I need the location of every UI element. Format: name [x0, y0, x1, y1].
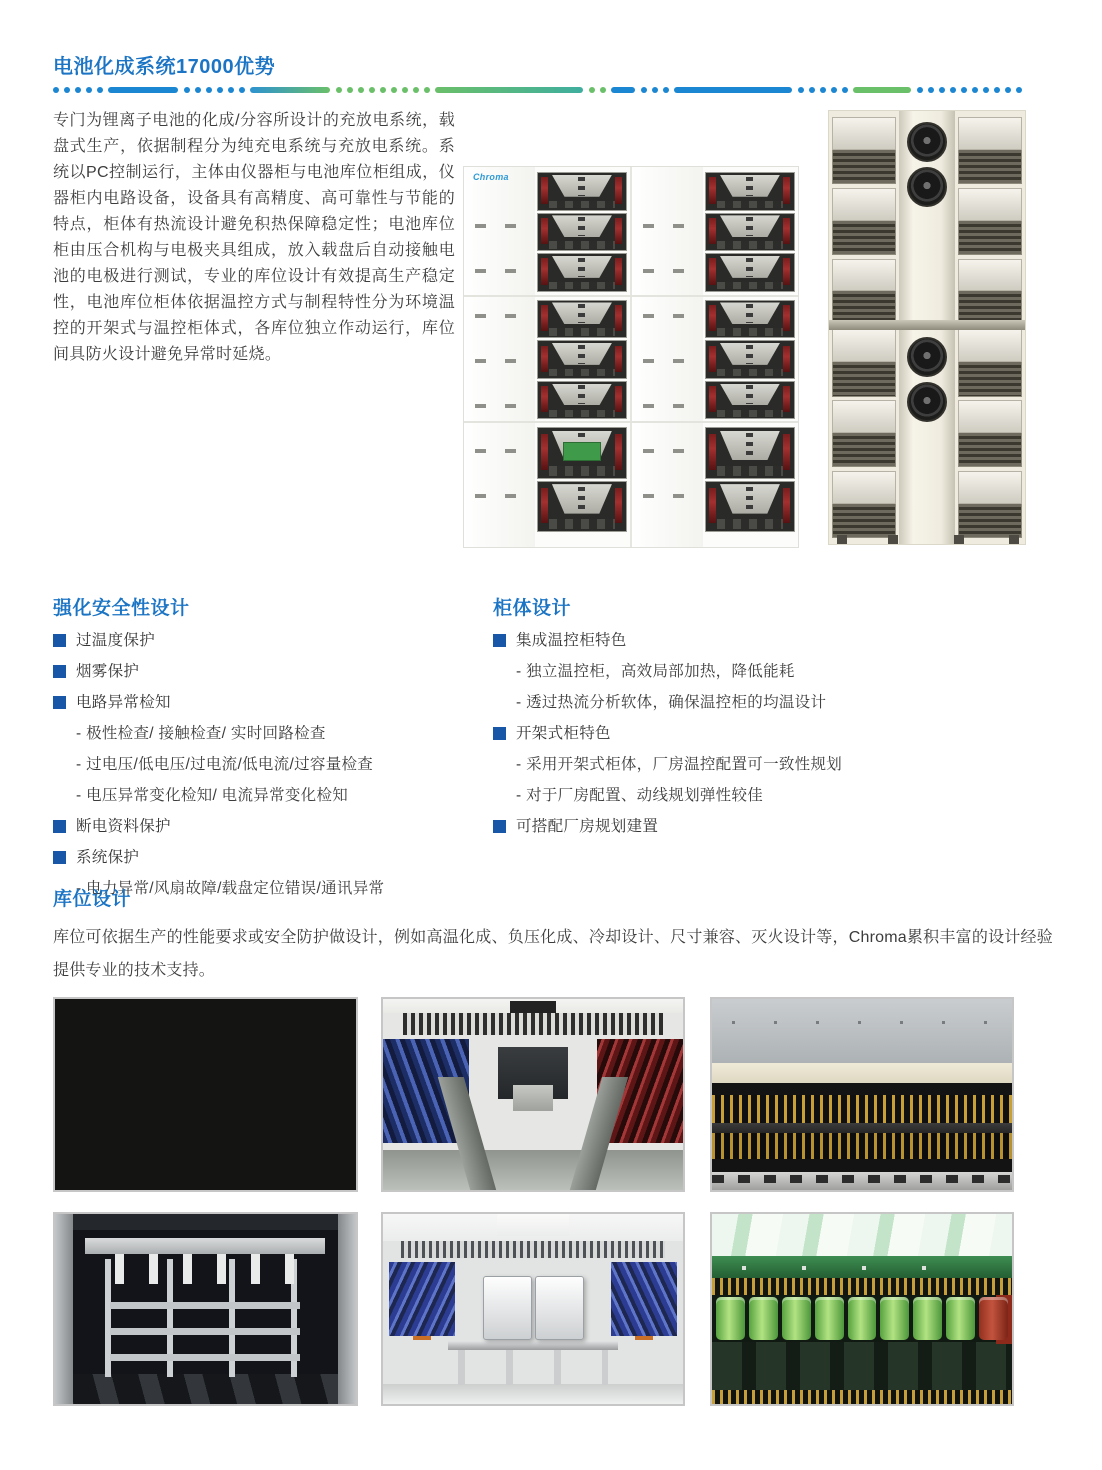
bay-machinery: [717, 369, 782, 376]
feature-subitem: - 过电压/低电压/过电流/低电流/过容量检查: [76, 756, 374, 773]
rack-shelf: [958, 259, 1022, 326]
shelf-tray: [958, 259, 1022, 292]
bullet-square-icon: [53, 696, 66, 709]
shelf-slats: [832, 504, 896, 538]
vent-slots: [475, 194, 486, 528]
cabinet-seam: [464, 295, 798, 297]
shelf-slats: [958, 504, 1022, 538]
divider-dot: [217, 87, 223, 93]
divider-dot: [358, 87, 364, 93]
rack-foot: [837, 535, 847, 544]
divider-dot: [184, 87, 190, 93]
fan-icon: [907, 122, 947, 162]
divider-dot: [809, 87, 815, 93]
photo-cabinet-interior-cables: [381, 997, 685, 1192]
battery-cell: [946, 1297, 975, 1340]
shelf-tray: [832, 259, 896, 292]
divider-dot: [928, 87, 934, 93]
shelf-slats: [958, 433, 1022, 467]
shelf-slats: [958, 362, 1022, 396]
divider-dot: [600, 87, 606, 93]
bullet-square-icon: [53, 665, 66, 678]
bay-slots: [578, 385, 585, 404]
divider-dot: [53, 87, 59, 93]
bay-machinery: [549, 519, 614, 529]
battery-row: [716, 1297, 1008, 1340]
shelf-slats: [832, 221, 896, 255]
bullet-square-icon: [53, 820, 66, 833]
feature-item: [53, 816, 483, 837]
shelf-slats: [832, 433, 896, 467]
divider-dot: [820, 87, 826, 93]
section-heading: 库位设计: [53, 889, 132, 910]
divider-dot: [228, 87, 234, 93]
rack-mid-divider: [829, 320, 1025, 330]
feature-item: [53, 661, 483, 682]
bay-machinery: [549, 369, 614, 376]
divider-dot: [961, 87, 967, 93]
bay-slots: [578, 217, 585, 236]
divider-dash: [435, 87, 583, 93]
section-cabinet-design: [493, 593, 1033, 847]
section-heading: 柜体设计: [493, 598, 572, 619]
bullet-square-icon: [53, 851, 66, 864]
rack-shelf: [958, 117, 1022, 184]
divider-dot: [972, 87, 978, 93]
equipment-bay: [537, 340, 627, 379]
photo-pouch-cell-fixture: [381, 1212, 685, 1406]
divider-dot: [336, 87, 342, 93]
rack-shelf: [832, 329, 896, 396]
vent-slots: [643, 194, 654, 528]
photo-rack-frame-interior: [53, 1212, 358, 1406]
cabinet-bay-stack: [703, 167, 798, 547]
divider-dot: [86, 87, 92, 93]
fan-icon: [907, 337, 947, 377]
feature-subitem: - 极性检查/ 接触检查/ 实时回路检查: [76, 725, 326, 742]
bay-slots: [746, 258, 753, 277]
shelf-tray: [832, 400, 896, 433]
bay-slots: [578, 345, 585, 364]
bullet-square-icon: [493, 634, 506, 647]
shelf-slats: [832, 362, 896, 396]
fan-icon: [907, 167, 947, 207]
cabinet-module: [464, 167, 632, 547]
metal-rail: [568, 1077, 628, 1192]
divider-dot: [652, 87, 658, 93]
divider-dot: [663, 87, 669, 93]
bay-machinery: [549, 410, 614, 417]
cabinet-bay-stack: [535, 167, 630, 547]
rack-shelf: [958, 329, 1022, 396]
shelf-tray: [958, 117, 1022, 150]
feature-label: 可搭配厂房规划建置: [516, 818, 659, 835]
feature-subitem: - 透过热流分析软体，确保温控柜的均温设计: [516, 694, 827, 711]
shelf-tray: [832, 471, 896, 504]
bay-machinery: [549, 466, 614, 476]
rack-foot: [1009, 535, 1019, 544]
bullet-square-icon: [493, 727, 506, 740]
feature-item: [53, 692, 483, 713]
vent-slots: [505, 194, 516, 528]
battery-cell: [749, 1297, 778, 1340]
divider-dot: [380, 87, 386, 93]
bay-slots: [746, 345, 753, 364]
feature-item: [493, 630, 1033, 651]
bay-machinery: [549, 241, 614, 248]
metal-rail: [438, 1077, 498, 1192]
divider-dot: [206, 87, 212, 93]
vent-slots: [673, 194, 684, 528]
shelf-tray: [832, 188, 896, 221]
equipment-bay: [537, 253, 627, 292]
bay-slots: [746, 217, 753, 236]
divider-dash: [674, 87, 792, 93]
equipment-bay: [537, 172, 627, 211]
feature-item: [53, 847, 483, 868]
fan-group-middle: [899, 332, 955, 427]
divider-dot: [391, 87, 397, 93]
chroma-logo: Chroma: [473, 172, 509, 182]
equipment-bay: [537, 300, 627, 339]
divider-dot: [994, 87, 1000, 93]
divider-dot: [75, 87, 81, 93]
feature-subitem: - 电力异常/风扇故障/载盘定位错误/通讯异常: [76, 880, 385, 897]
equipment-bay: [537, 427, 627, 478]
divider-dash: [250, 87, 330, 93]
battery-cell: [716, 1297, 745, 1340]
feature-label: 集成温控柜特色: [516, 632, 627, 649]
divider-dot: [939, 87, 945, 93]
equipment-bay: [705, 381, 795, 420]
bay-slots: [578, 304, 585, 323]
photo-contact-pin-rows: [710, 997, 1014, 1192]
divider-dot: [402, 87, 408, 93]
bay-slots: [746, 433, 753, 459]
divider-dot: [798, 87, 804, 93]
shelf-slats: [832, 150, 896, 184]
fan-icon: [907, 382, 947, 422]
battery-cell: [913, 1297, 942, 1340]
product-photo-cabinet-bank: [463, 166, 799, 548]
red-cell: [979, 1297, 1008, 1340]
shelf-tray: [832, 117, 896, 150]
divider-dot: [831, 87, 837, 93]
divider-dot: [983, 87, 989, 93]
battery-cell: [848, 1297, 877, 1340]
divider-dot: [842, 87, 848, 93]
divider-dot: [1016, 87, 1022, 93]
fan-group-top: [899, 117, 955, 212]
bay-machinery: [549, 282, 614, 289]
cabinet-seam: [464, 421, 798, 423]
divider-dot: [424, 87, 430, 93]
divider-dot: [950, 87, 956, 93]
bay-machinery: [717, 410, 782, 417]
bay-machinery: [549, 201, 614, 208]
bay-slots: [578, 177, 585, 196]
divider-dot: [413, 87, 419, 93]
bay-machinery: [717, 328, 782, 335]
divider-dot: [97, 87, 103, 93]
divider-dot: [589, 87, 595, 93]
bay-machinery: [717, 241, 782, 248]
pouch-cell: [483, 1276, 532, 1340]
shelf-tray: [958, 471, 1022, 504]
equipment-bay: [705, 253, 795, 292]
divider-dot: [195, 87, 201, 93]
bay-slots: [746, 304, 753, 323]
feature-label: 电路异常检知: [76, 694, 171, 711]
bullet-square-icon: [493, 820, 506, 833]
divider-dot: [917, 87, 923, 93]
bay-slots: [746, 487, 753, 513]
bay-slots: [746, 385, 753, 404]
rack-shelf: [832, 400, 896, 467]
storage-paragraph: 库位可依据生产的性能要求或安全防护做设计，例如高温化成、负压化成、冷却设计、尺寸兼容、灭火设计等，Chroma累积丰富的设计经验提供专业的技术支持。: [53, 929, 1053, 979]
rack-shelf: [832, 188, 896, 255]
section-heading: 强化安全性设计: [53, 598, 190, 619]
bay-slots: [578, 487, 585, 513]
shelf-slats: [958, 150, 1022, 184]
battery-cell: [880, 1297, 909, 1340]
pouch-cell: [535, 1276, 584, 1340]
feature-item: [493, 723, 1033, 744]
feature-label: 开架式柜特色: [516, 725, 611, 742]
section-storage-design: [53, 884, 1053, 987]
divider-dash: [108, 87, 178, 93]
feature-label: 烟雾保护: [76, 663, 140, 680]
rack-foot: [954, 535, 964, 544]
divider-dot: [641, 87, 647, 93]
bay-slots: [746, 177, 753, 196]
photo-cylindrical-batteries: [710, 1212, 1014, 1406]
divider-dot: [347, 87, 353, 93]
shelf-tray: [958, 400, 1022, 433]
divider-dash: [611, 87, 635, 93]
rack-shelf: [832, 259, 896, 326]
equipment-bay: [705, 481, 795, 532]
feature-label: 断电资料保护: [76, 818, 171, 835]
feature-subitem: - 对于厂房配置、动线规划弹性较佳: [516, 787, 764, 804]
cabinet-door-panel: [632, 167, 703, 547]
feature-label: 过温度保护: [76, 632, 156, 649]
decorative-divider: [53, 86, 1065, 94]
feature-subitem: - 独立温控柜，高效局部加热，降低能耗: [516, 663, 795, 680]
bay-machinery: [549, 328, 614, 335]
page-title: 电池化成系统17000优势: [53, 56, 276, 78]
feature-label: 系统保护: [76, 849, 140, 866]
rack-shelf: [958, 400, 1022, 467]
bay-machinery: [717, 466, 782, 476]
equipment-bay: [705, 213, 795, 252]
divider-dot: [369, 87, 375, 93]
bay-machinery: [717, 282, 782, 289]
equipment-bay: [705, 340, 795, 379]
equipment-bay: [537, 381, 627, 420]
equipment-bay: [705, 172, 795, 211]
green-pcb: [563, 442, 602, 461]
cabinet-door-panel: [464, 167, 535, 547]
equipment-bay: [705, 300, 795, 339]
equipment-bay: [705, 427, 795, 478]
rack-shelf: [832, 471, 896, 538]
bay-slots: [578, 258, 585, 277]
divider-dot: [239, 87, 245, 93]
battery-cell: [815, 1297, 844, 1340]
section-safety-design: [53, 593, 483, 909]
feature-subitem: - 采用开架式柜体，厂房温控配置可一致性规划: [516, 756, 843, 773]
cabinet-module: [632, 167, 798, 547]
rack-shelf: [832, 117, 896, 184]
equipment-bay: [537, 213, 627, 252]
rack-foot: [888, 535, 898, 544]
bay-machinery: [717, 201, 782, 208]
shelf-slats: [958, 221, 1022, 255]
feature-item: [53, 630, 483, 651]
shelf-tray: [832, 329, 896, 362]
divider-dash: [853, 87, 911, 93]
rack-shelf: [958, 471, 1022, 538]
divider-dot: [1005, 87, 1011, 93]
shelf-tray: [958, 329, 1022, 362]
feature-subitem: - 电压异常变化检知/ 电流异常变化检知: [76, 787, 349, 804]
product-photo-open-rack-tower: [828, 110, 1026, 545]
battery-cell: [782, 1297, 811, 1340]
rack-shelf: [958, 188, 1022, 255]
photo-electrode-press-closeup: [53, 997, 358, 1192]
feature-item: [493, 816, 1033, 837]
intro-paragraph: 专门为锂离子电池的化成/分容所设计的充放电系统，载盘式生产，依据制程分为纯充电系统与充放电系统。系统以PC控制运行，主体由仪器柜与电池库位柜组成，仪器柜内电路设备，设备具有高精度、高可靠性与节能的特点，柜体有热流设计避免积热保障稳定性；电池库位柜由压合机构与电极夹具组成，放入载盘后自动接触电池的电极进行测试，专业的库位设计有效提高生产稳定性，电池库位柜体依据温控方式与制程特性分为环境温控的开架式与温控柜体式，各库位独立作动运行，库位间具防火设计避免异常时延烧。: [53, 112, 455, 363]
equipment-bay: [537, 481, 627, 532]
bay-machinery: [717, 519, 782, 529]
shelf-tray: [958, 188, 1022, 221]
divider-dot: [64, 87, 70, 93]
bullet-square-icon: [53, 634, 66, 647]
